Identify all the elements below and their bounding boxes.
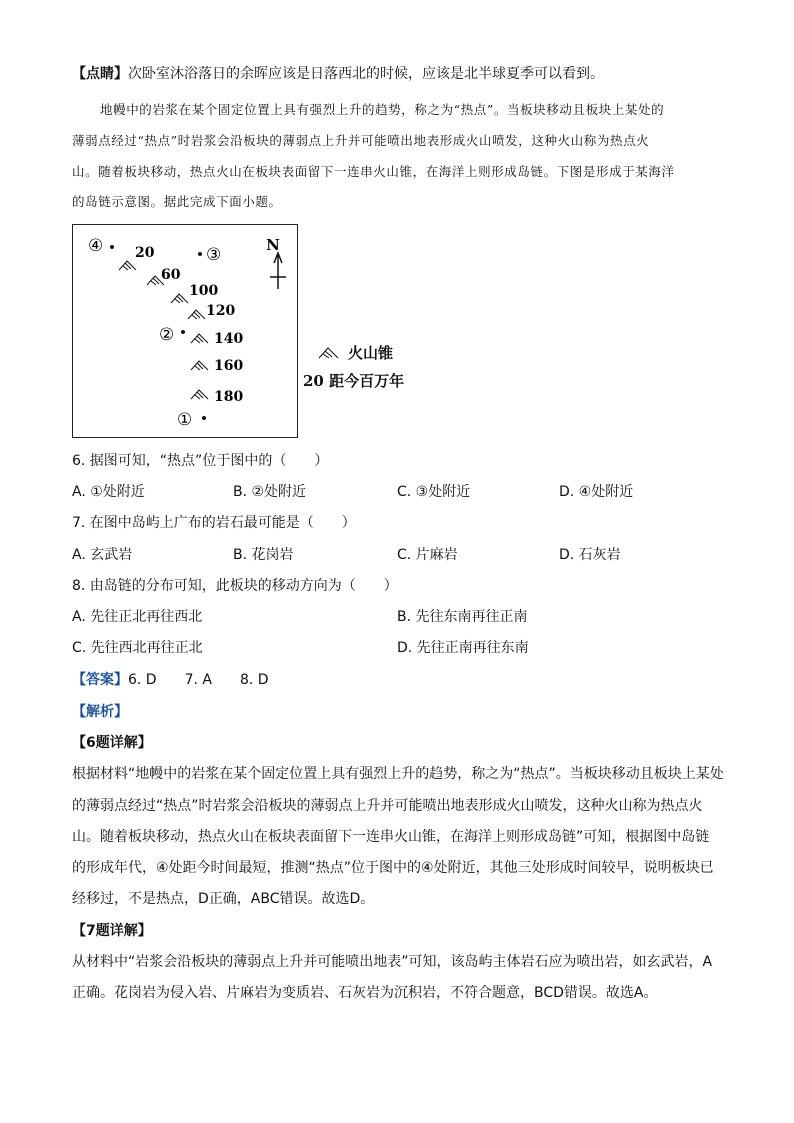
detail-7-line: 正确。花岗岩为侵入岩、片麻岩为变质岩、石灰岩为沉积岩，不符合题意，BCD错误。故选A。 — [72, 985, 658, 1001]
point-1-dot — [202, 416, 206, 420]
material-line: 地幔中的岩浆在某个固定位置上具有强烈上升的趋势，称之为“热点”。当板块移动且板块上某处的 — [100, 102, 665, 117]
answer-line — [72, 670, 269, 690]
detail-6-line: 根据材料“地幔中的岩浆在某个固定位置上具有强烈上升的趋势，称之为“热点”。当板块移动且板块上某处 — [72, 766, 724, 782]
north-arrow-icon — [270, 253, 286, 289]
point-1-label: ① — [177, 410, 193, 430]
volcano-cone-icon — [171, 294, 188, 303]
age-label: 120 — [206, 303, 236, 319]
volcano-cone-icon — [191, 361, 208, 370]
volcano-cone-icon — [191, 390, 208, 399]
age-label: 140 — [214, 331, 244, 347]
legend-cone-label: 火山锥 — [348, 344, 394, 362]
analysis-tag: 【解析】 — [72, 704, 128, 720]
point-4-dot — [110, 245, 114, 249]
detail-6-line: 经移过，不是热点，D正确，ABC错误。故选D。 — [72, 891, 375, 907]
volcano-cone-icon — [188, 310, 205, 319]
age-label: 180 — [214, 389, 244, 405]
material-line: 薄弱点经过“热点”时岩浆会沿板块的薄弱点上升并可能喷出地表形成火山喷发，这种火山称为热点火 — [72, 133, 650, 148]
volcano-cone-icon — [119, 261, 136, 270]
tip-text: 次卧室沐浴落日的余晖应该是日落西北的时候，应该是北半球夏季可以看到。 — [128, 66, 604, 82]
detail-6-line: 山。随着板块移动，热点火山在板块表面留下一连串火山锥，在海洋上则形成岛链”可知，根据图中岛链 — [72, 829, 710, 845]
q6-option-d: D. ④处附近 — [559, 484, 634, 500]
q6-option-b: B. ②处附近 — [233, 484, 307, 500]
q8-option-b: B. 先往东南再往正南 — [397, 609, 528, 625]
q7-option-c: C. 片麻岩 — [397, 547, 458, 563]
material-line: 山。随着板块移动，热点火山在板块表面留下一连串火山锥，在海洋上则形成岛链。下图是形成于某海洋 — [72, 164, 675, 179]
age-label: 100 — [189, 283, 219, 299]
detail-7-line: 从材料中“岩浆会沿板块的薄弱点上升并可能喷出地表”可知，该岛屿主体岩石应为喷出岩，如玄武岩，A — [72, 954, 713, 970]
point-3-label: ③ — [206, 245, 222, 265]
q7-option-d: D. 石灰岩 — [559, 547, 621, 563]
q6-option-c: C. ③处附近 — [397, 484, 471, 500]
island-chain-map — [72, 224, 298, 438]
q8-option-c: C. 先往西北再往正北 — [72, 640, 203, 656]
tip-tag: 【点睛】 — [72, 66, 128, 82]
volcano-cone-icon — [191, 334, 208, 343]
age-label: 160 — [214, 358, 244, 374]
point-2-label: ② — [159, 325, 175, 345]
q8-option-d: D. 先往正南再往东南 — [397, 640, 529, 656]
detail-6-line: 的形成年代，④处距今时间最短，推测“热点”位于图中的④处附近，其他三处形成时间较早，说明板块已 — [72, 860, 714, 876]
map-drawing — [73, 225, 299, 439]
question-7-stem: 7. 在图中岛屿上广布的岩石最可能是（ ） — [72, 515, 356, 531]
question-6-stem: 6. 据图可知，“热点”位于图中的（ ） — [72, 453, 329, 469]
legend-age-label: 20 距今百万年 — [303, 372, 405, 390]
tip-paragraph — [72, 64, 604, 84]
q7-option-b: B. 花岗岩 — [233, 547, 294, 563]
point-2-dot — [181, 330, 185, 334]
material-line: 的岛链示意图。据此完成下面小题。 — [72, 194, 282, 209]
age-label: 20 — [135, 245, 155, 261]
q6-option-a: A. ①处附近 — [72, 484, 145, 500]
legend-volcano-cone-icon — [318, 343, 344, 361]
question-8-stem: 8. 由岛链的分布可知，此板块的移动方向为（ ） — [72, 578, 398, 594]
point-3-dot — [198, 252, 202, 256]
age-label: 60 — [161, 267, 181, 283]
answer-tag: 【答案】 — [72, 672, 128, 688]
detail-6-tag: 【6题详解】 — [72, 735, 152, 751]
north-label: N — [266, 236, 280, 254]
point-4-label: ④ — [88, 236, 104, 256]
detail-7-tag: 【7题详解】 — [72, 923, 152, 939]
detail-6-line: 的薄弱点经过“热点”时岩浆会沿板块的薄弱点上升并可能喷出地表形成火山喷发，这种火山称为热点火 — [72, 798, 703, 814]
q7-option-a: A. 玄武岩 — [72, 547, 133, 563]
q8-option-a: A. 先往正北再往西北 — [72, 609, 203, 625]
answer-text: 6. D 7. A 8. D — [128, 672, 269, 688]
